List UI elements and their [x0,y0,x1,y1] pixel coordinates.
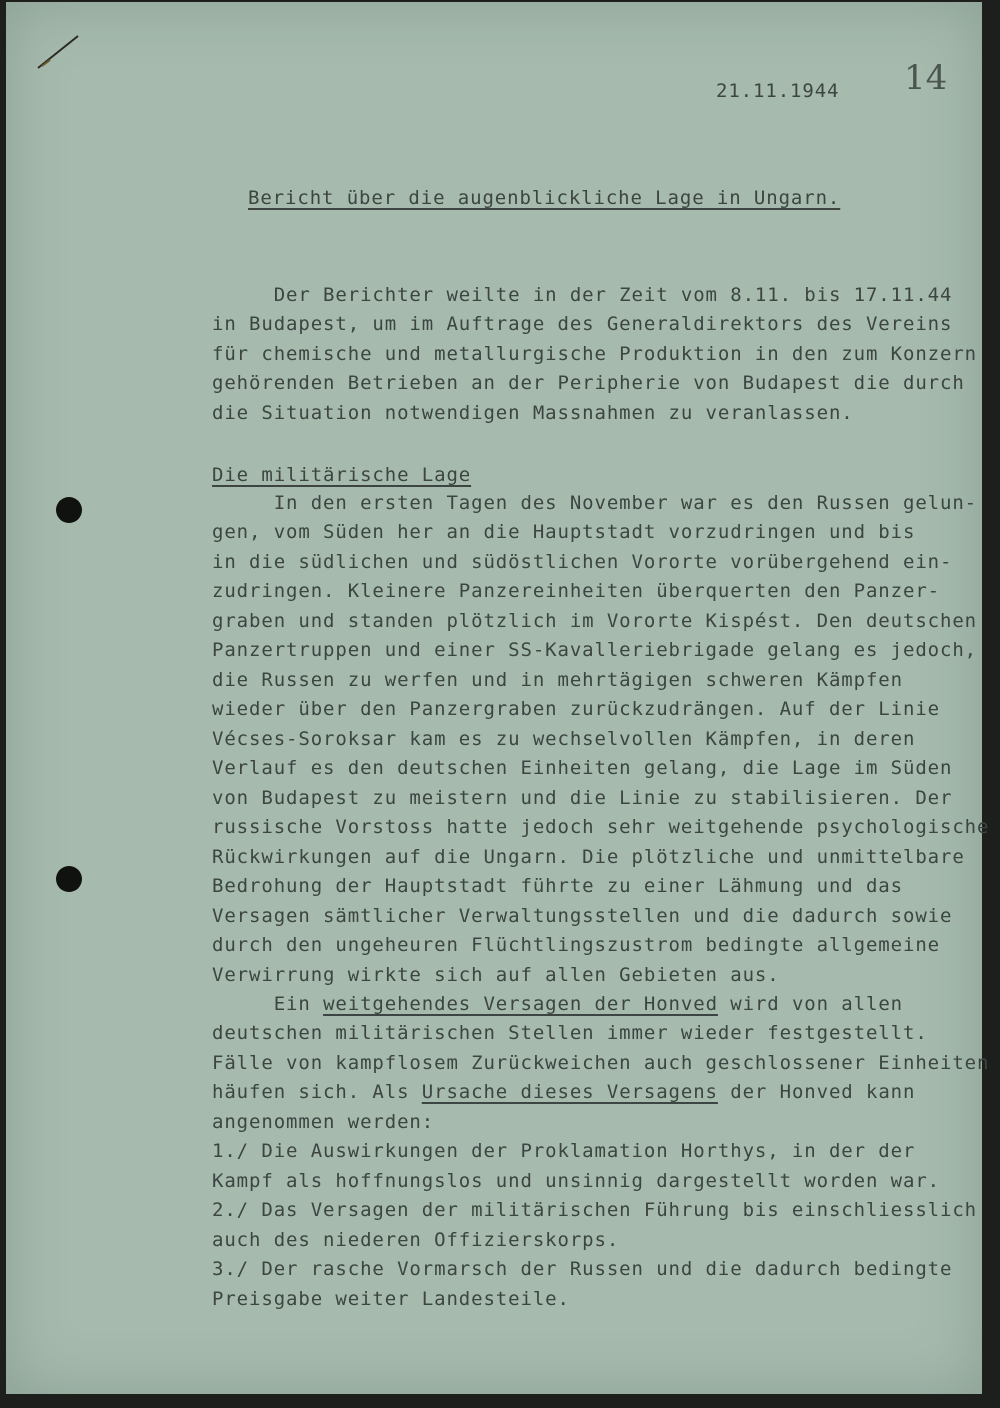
list-item: auch des niederen Offizierskorps. [212,1229,620,1251]
underlined-phrase: weitgehendes Versagen der Honved [323,993,718,1015]
text-line: in Budapest, um im Auftrage des Generaldirektors des Vereins [212,313,953,335]
text-line: häufen sich. Als Ursache dieses Versagens der Honved kann [212,1081,916,1103]
text-line: die Russen zu werfen und in mehrtägigen schweren Kämpfen [212,669,903,691]
page-number: 14 [904,58,948,98]
text-line: von Budapest zu meistern und die Linie zu stabilisieren. Der [212,787,953,809]
text-line: in die südlichen und südöstlichen Vororte vorübergehend ein- [212,551,953,573]
list-item: 2./ Das Versagen der militärischen Führung bis einschliesslich [212,1199,978,1221]
text-line: für chemische und metallurgische Produktion in den zum Konzern [212,343,978,365]
date: 21.11.1944 [716,80,840,102]
pencil-mark [34,30,84,74]
text-line: Bedrohung der Hauptstadt führte zu einer Lähmung und das [212,875,903,897]
list-item: 1./ Die Auswirkungen der Proklamation Horthys, in der der [212,1140,916,1162]
list-item: Kampf als hoffnungslos und unsinnig dargestellt worden war. [212,1170,940,1192]
text-line: Panzertruppen und einer SS-Kavalleriebrigade gelang es jedoch, [212,639,978,661]
text-line: Verwirrung wirkte sich auf allen Gebieten aus. [212,964,780,986]
text-line: die Situation notwendigen Massnahmen zu veranlassen. [212,402,854,424]
punch-hole-top [56,497,82,523]
text-line: russische Vorstoss hatte jedoch sehr weitgehende psychologische [212,816,990,838]
text-line: Verlauf es den deutschen Einheiten gelang, die Lage im Süden [212,757,953,779]
text-line: graben und standen plötzlich im Vororte Kispést. Den deutschen [212,610,978,632]
text-line: Vécses-Soroksar kam es zu wechselvollen Kämpfen, in deren [212,728,916,750]
text-line: durch den ungeheuren Flüchtlingszustrom bedingte allgemeine [212,934,940,956]
text-line: Rückwirkungen auf die Ungarn. Die plötzliche und unmittelbare [212,846,965,868]
section-heading: Die militärische Lage [212,464,472,486]
text-line: gehörenden Betrieben an der Peripherie von Budapest die durch [212,372,965,394]
text-line: wieder über den Panzergraben zurückzudrängen. Auf der Linie [212,698,940,720]
text-line: Der Berichter weilte in der Zeit vom 8.11. bis 17.11.44 [212,284,953,306]
text-line: angenommen werden: [212,1111,435,1133]
underlined-phrase: Ursache dieses Versagens [421,1081,718,1103]
text-line: gen, vom Süden her an die Hauptstadt vorzudringen und bis [212,521,916,543]
text-line: In den ersten Tagen des November war es den Russen gelun- [212,492,978,514]
list-item: 3./ Der rasche Vormarsch der Russen und die dadurch bedingte [212,1258,953,1280]
document-title: Bericht über die augenblickliche Lage in Ungarn. [248,187,841,209]
punch-hole-bottom [56,866,82,892]
list-item: Preisgabe weiter Landesteile. [212,1288,570,1310]
text-line: deutschen militärischen Stellen immer wieder festgestellt. [212,1022,928,1044]
text-line: Ein weitgehendes Versagen der Honved wird von allen [212,993,904,1015]
text-line: Versagen sämtlicher Verwaltungsstellen und die dadurch sowie [212,905,953,927]
text-line: Fälle von kampflosem Zurückweichen auch geschlossener Einheiten [212,1052,990,1074]
text-line: zudringen. Kleinere Panzereinheiten überquerten den Panzer- [212,580,940,602]
